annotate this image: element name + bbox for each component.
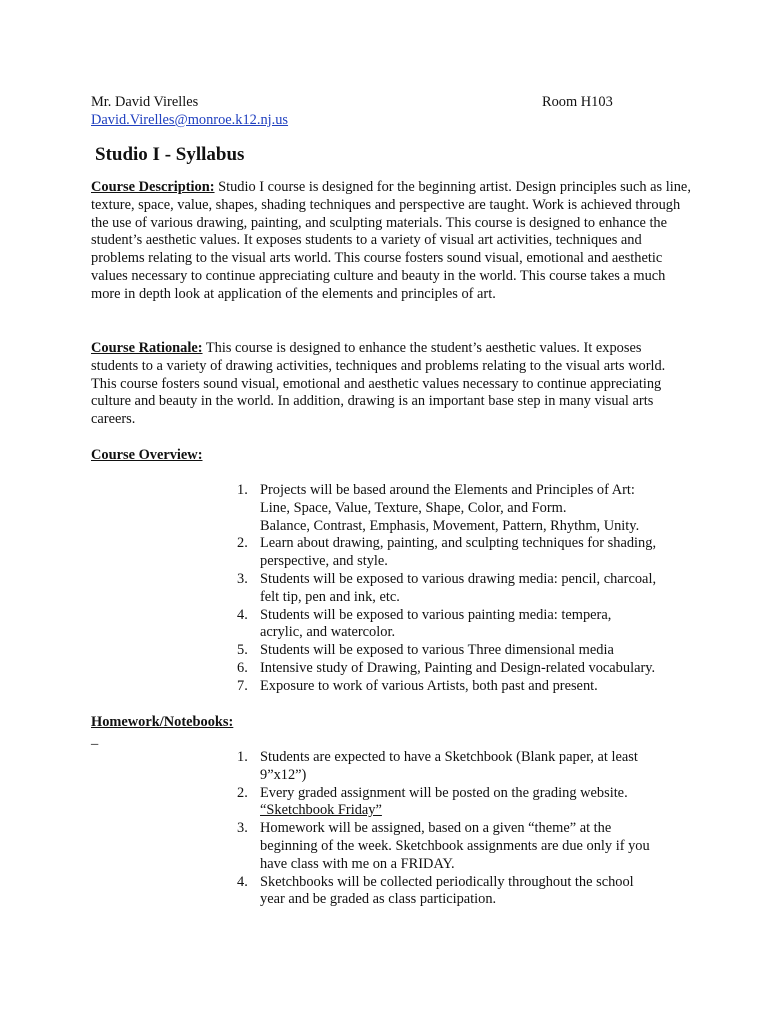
- page-title: Studio I - Syllabus: [95, 144, 245, 165]
- list-item-line: Students are expected to have a Sketchbook (Blank paper, at least: [260, 749, 638, 765]
- list-item-number: 3.: [237, 820, 248, 837]
- list-item-line: Learn about drawing, painting, and sculpting techniques for shading,: [260, 535, 657, 552]
- email-link[interactable]: David.Virelles@monroe.k12.nj.us: [91, 112, 289, 128]
- list-item-line: Every graded assignment will be posted on the grading website.: [260, 784, 628, 801]
- list-item-number: 1.: [237, 482, 248, 498]
- list-item-number: 4.: [237, 873, 248, 890]
- list-item-line: felt tip, pen and ink, etc.: [260, 588, 400, 605]
- list-item: [237, 607, 677, 643]
- list-item-number: 2.: [237, 784, 248, 801]
- list-item: [237, 642, 677, 660]
- course-overview-list: [237, 482, 677, 696]
- list-item-number: 7.: [237, 677, 248, 694]
- list-item-line: Homework will be assigned, based on a given “theme” at the: [260, 820, 612, 837]
- list-item-number: 5.: [237, 642, 248, 659]
- list-item-line: Students will be exposed to various Three dimensional media: [260, 642, 614, 659]
- list-item-line: Balance, Contrast, Emphasis, Movement, Pattern, Rhythm, Unity.: [260, 517, 640, 534]
- list-item-line: Students will be exposed to various drawing media: pencil, charcoal,: [260, 570, 657, 587]
- course-rationale: [91, 340, 691, 429]
- list-item-line: “Sketchbook Friday”: [260, 802, 382, 819]
- course-description-heading: Course Description:: [91, 179, 215, 195]
- course-description-text: Studio I course is designed for the beginning artist. Design principles such as line, texture, space, value, shapes, shading techniques and perspective are taught. Work is achieved through the use of various drawing, painting, and sculpting materials. This course is designed to enhance the student’s aesthetic values. It exposes students to a variety of visual art activities, techniques and problems relating to the visual arts world. This course fosters sound visual, emotional and aesthetic values necessary to continue appreciating culture and beauty in the world. This course takes a much more in depth look at application of the elements and principles of art.: [91, 179, 691, 302]
- course-overview-heading: Course Overview:: [91, 447, 203, 463]
- list-item-line: Students will be exposed to various painting media: tempera,: [260, 606, 612, 623]
- list-item-line: Intensive study of Drawing, Painting and Design-related vocabulary.: [260, 659, 656, 676]
- list-item-line: Projects will be based around the Elements and Principles of Art:: [260, 482, 635, 498]
- list-item: [237, 482, 677, 535]
- list-item-number: 1.: [237, 749, 248, 765]
- course-description: [91, 179, 691, 304]
- list-item-line: Sketchbooks will be collected periodically throughout the school: [260, 873, 634, 890]
- list-item-number: 3.: [237, 570, 248, 587]
- list-item-line: have class with me on a FRIDAY.: [260, 855, 455, 872]
- teacher-name: Mr. David Virelles: [91, 94, 199, 110]
- list-item-line: Exposure to work of various Artists, both past and present.: [260, 677, 598, 694]
- list-item: [237, 678, 677, 696]
- list-item-line: perspective, and style.: [260, 553, 388, 570]
- homework-list: [237, 749, 677, 909]
- list-item: [237, 535, 677, 571]
- list-item: [237, 749, 677, 785]
- list-item-number: 2.: [237, 535, 248, 552]
- course-rationale-heading: Course Rationale:: [91, 340, 203, 356]
- list-item-line: acrylic, and watercolor.: [260, 624, 396, 641]
- list-item-line: beginning of the week. Sketchbook assignments are due only if you: [260, 837, 650, 854]
- list-item-number: 4.: [237, 606, 248, 623]
- list-item: [237, 571, 677, 607]
- homework-heading: Homework/Notebooks:: [91, 714, 234, 730]
- room-number: Room H103: [542, 94, 613, 110]
- list-item: [237, 820, 677, 873]
- homework-dash: _: [91, 731, 99, 747]
- list-item: [237, 660, 677, 678]
- course-rationale-text: This course is designed to enhance the student’s aesthetic values. It exposes students to a variety of drawing activities, techniques and problems relating to the visual arts world. This course fosters sound visual, emotional and aesthetic values necessary to continue appreciating culture and beauty in the world. In addition, drawing is an important base step in many visual arts careers.: [91, 340, 666, 428]
- list-item-line: year and be graded as class participation.: [260, 891, 497, 908]
- list-item-line: 9”x12”): [260, 766, 307, 783]
- list-item-line: Line, Space, Value, Texture, Shape, Color, and Form.: [260, 499, 567, 516]
- list-item: [237, 874, 677, 910]
- list-item-number: 6.: [237, 659, 248, 676]
- list-item: [237, 785, 677, 821]
